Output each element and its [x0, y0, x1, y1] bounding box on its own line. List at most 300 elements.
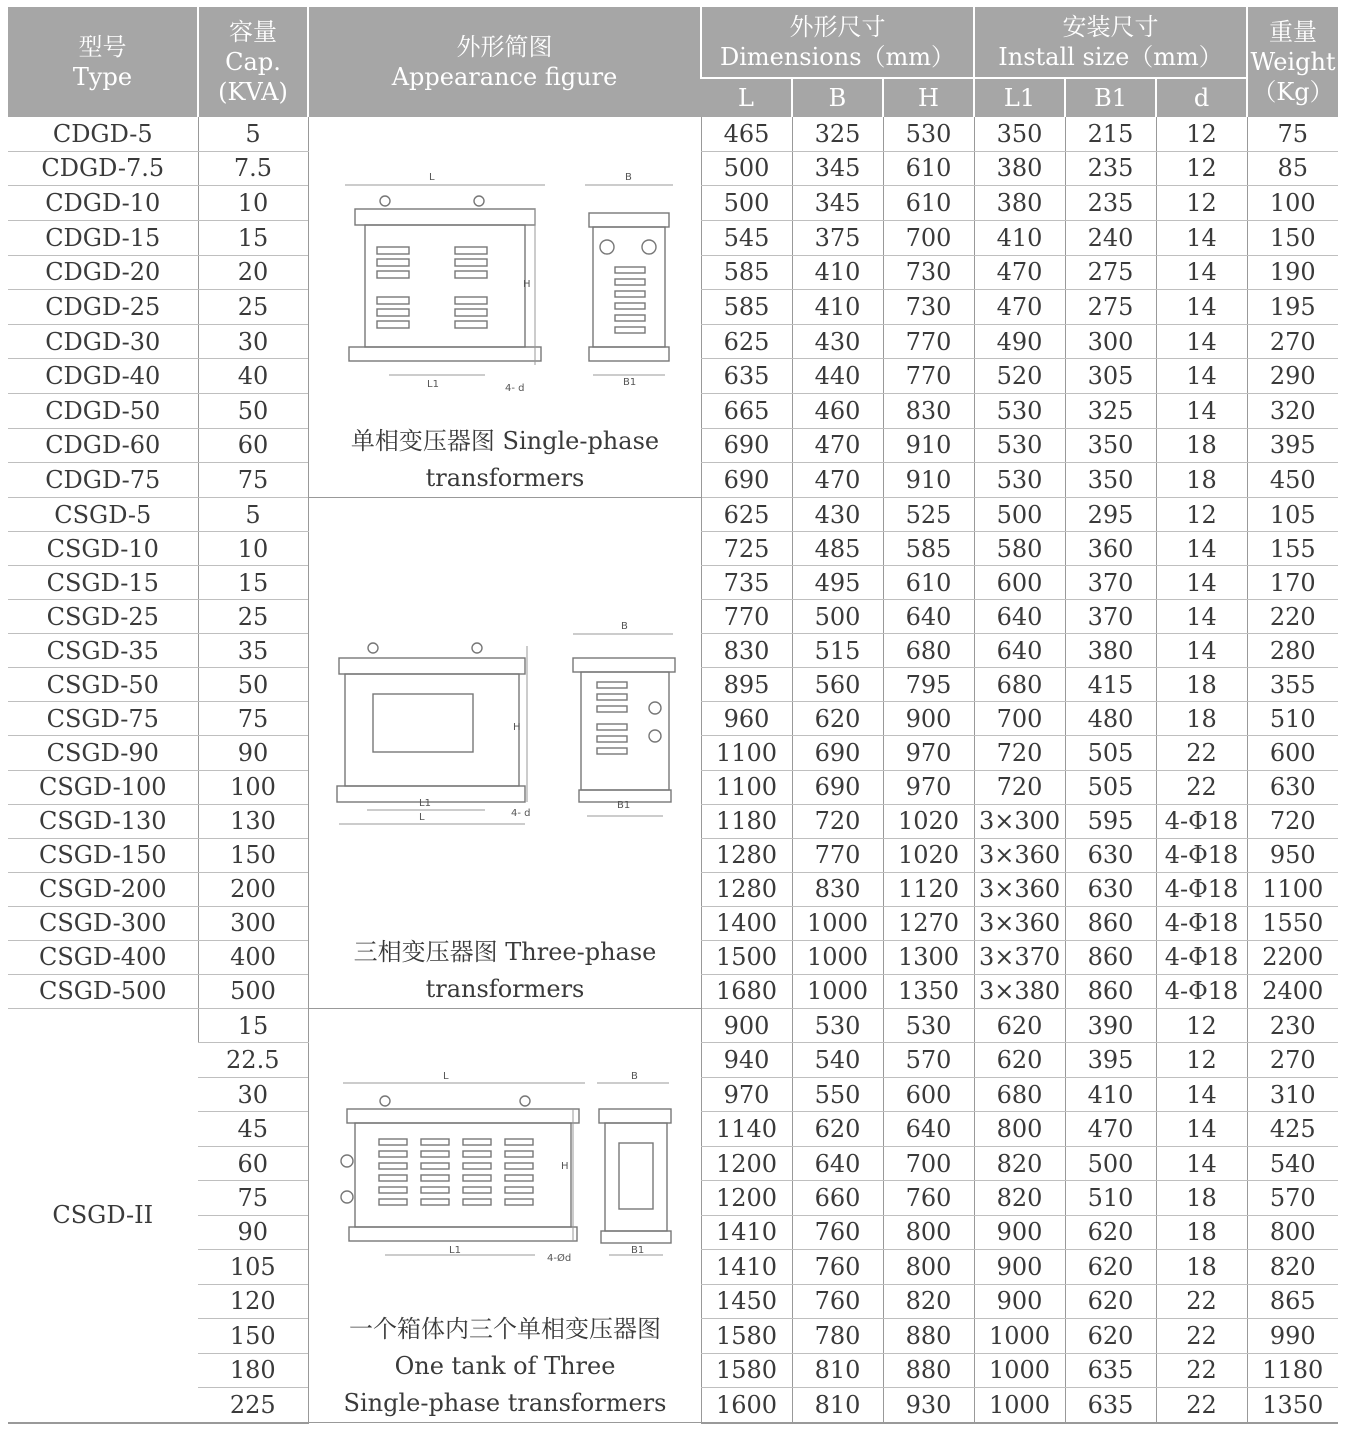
cell-H: 1020: [883, 804, 974, 838]
cell-L: 1450: [701, 1284, 792, 1318]
header-weight: 重量 Weight （Kg）: [1247, 7, 1338, 117]
cell-L: 830: [701, 634, 792, 668]
cell-type: CDGD-40: [8, 359, 198, 394]
cell-L: 1100: [701, 770, 792, 804]
cell-L: 690: [701, 463, 792, 498]
cell-H: 930: [883, 1387, 974, 1422]
cell-H: 800: [883, 1215, 974, 1249]
cell-B: 620: [792, 1112, 883, 1146]
cell-H: 700: [883, 220, 974, 255]
dim-label-L: L: [442, 1071, 449, 1082]
cell-B: 620: [792, 702, 883, 736]
cell-d: 14: [1156, 566, 1247, 600]
cell-L: 465: [701, 117, 792, 151]
cell-H: 880: [883, 1353, 974, 1387]
cell-B: 440: [792, 359, 883, 394]
cell-capacity: 130: [198, 804, 308, 838]
cell-L1: 380: [974, 186, 1065, 221]
cell-weight: 865: [1247, 1284, 1338, 1318]
cell-B1: 635: [1065, 1353, 1156, 1387]
cell-H: 770: [883, 359, 974, 394]
cell-weight: 310: [1247, 1077, 1338, 1111]
cell-L1: 900: [974, 1215, 1065, 1249]
cell-type: CDGD-20: [8, 255, 198, 290]
cell-B1: 360: [1065, 532, 1156, 566]
cell-L: 545: [701, 220, 792, 255]
cell-d: 4-Φ18: [1156, 940, 1247, 974]
cell-H: 760: [883, 1181, 974, 1215]
cell-B: 410: [792, 255, 883, 290]
cell-B1: 620: [1065, 1250, 1156, 1284]
cell-L: 665: [701, 394, 792, 429]
cell-L1: 3×360: [974, 872, 1065, 906]
cell-capacity: 30: [198, 324, 308, 359]
cell-L1: 470: [974, 290, 1065, 325]
cell-B1: 480: [1065, 702, 1156, 736]
cell-type: CSGD-50: [8, 668, 198, 702]
cell-weight: 600: [1247, 736, 1338, 770]
cell-B1: 630: [1065, 872, 1156, 906]
cell-B1: 350: [1065, 428, 1156, 463]
cell-type: CSGD-130: [8, 804, 198, 838]
dim-label-B1: B1: [622, 377, 636, 388]
cell-L: 735: [701, 566, 792, 600]
cell-B: 690: [792, 736, 883, 770]
cell-d: 22: [1156, 1387, 1247, 1422]
cell-B1: 630: [1065, 838, 1156, 872]
cell-H: 730: [883, 255, 974, 290]
transformer-spec-table: [8, 7, 1338, 1424]
cell-B1: 635: [1065, 1387, 1156, 1422]
cell-L1: 680: [974, 1077, 1065, 1111]
cell-capacity: 45: [198, 1112, 308, 1146]
cell-L: 635: [701, 359, 792, 394]
header-col-d: d: [1156, 78, 1247, 117]
cell-d: 14: [1156, 220, 1247, 255]
three-phase-figure: [309, 498, 702, 1008]
cell-d: 4-Φ18: [1156, 974, 1247, 1008]
cell-type: CSGD-200: [8, 872, 198, 906]
single-phase-drawing: [309, 117, 702, 417]
cell-B: 760: [792, 1215, 883, 1249]
cell-capacity: 20: [198, 255, 308, 290]
table-row: [8, 498, 1338, 532]
cell-type: CSGD-90: [8, 736, 198, 770]
cell-weight: 170: [1247, 566, 1338, 600]
cell-d: 14: [1156, 532, 1247, 566]
cell-L1: 700: [974, 702, 1065, 736]
cell-d: 12: [1156, 1043, 1247, 1077]
dim-label-H: H: [522, 279, 531, 290]
cell-H: 970: [883, 736, 974, 770]
cell-B1: 325: [1065, 394, 1156, 429]
cell-capacity: 200: [198, 872, 308, 906]
cell-capacity: 5: [198, 498, 308, 532]
cell-B1: 275: [1065, 290, 1156, 325]
cell-B: 770: [792, 838, 883, 872]
dim-label-B1: B1: [616, 800, 630, 811]
cell-weight: 395: [1247, 428, 1338, 463]
cell-L: 770: [701, 600, 792, 634]
cell-L1: 1000: [974, 1387, 1065, 1422]
cell-d: 22: [1156, 736, 1247, 770]
dim-label-d: 4- d: [510, 808, 530, 819]
cell-B: 560: [792, 668, 883, 702]
cell-capacity: 60: [198, 428, 308, 463]
header-capacity: 容量 Cap. (KVA): [198, 7, 308, 117]
cell-L1: 3×380: [974, 974, 1065, 1008]
header-install-size: 安装尺寸 Install size（mm）: [974, 7, 1247, 78]
cell-B: 690: [792, 770, 883, 804]
cell-weight: 540: [1247, 1146, 1338, 1180]
cell-weight: 800: [1247, 1215, 1338, 1249]
cell-L: 1100: [701, 736, 792, 770]
cell-B: 530: [792, 1009, 883, 1043]
cell-L: 585: [701, 255, 792, 290]
cell-B1: 620: [1065, 1319, 1156, 1353]
cell-capacity: 15: [198, 566, 308, 600]
cell-capacity: 50: [198, 394, 308, 429]
cell-B1: 370: [1065, 566, 1156, 600]
cell-H: 570: [883, 1043, 974, 1077]
cell-B1: 415: [1065, 668, 1156, 702]
cell-H: 530: [883, 1009, 974, 1043]
cell-L: 1280: [701, 838, 792, 872]
cell-type: CSGD-300: [8, 906, 198, 940]
cell-capacity: 7.5: [198, 151, 308, 186]
dim-label-B1: B1: [630, 1245, 644, 1256]
cell-capacity: 60: [198, 1146, 308, 1180]
cell-L1: 350: [974, 117, 1065, 151]
cell-L1: 380: [974, 151, 1065, 186]
cell-weight: 2200: [1247, 940, 1338, 974]
cell-weight: 270: [1247, 324, 1338, 359]
cell-capacity: 90: [198, 1215, 308, 1249]
cell-weight: 425: [1247, 1112, 1338, 1146]
cell-weight: 1350: [1247, 1387, 1338, 1422]
cell-d: 18: [1156, 463, 1247, 498]
cell-weight: 450: [1247, 463, 1338, 498]
cell-B: 470: [792, 428, 883, 463]
cell-capacity: 75: [198, 1181, 308, 1215]
dim-label-B: B: [630, 1071, 638, 1082]
cell-d: 4-Φ18: [1156, 872, 1247, 906]
cell-capacity: 400: [198, 940, 308, 974]
cell-B1: 620: [1065, 1284, 1156, 1318]
cell-type: CSGD-25: [8, 600, 198, 634]
cell-capacity: 75: [198, 463, 308, 498]
cell-d: 14: [1156, 255, 1247, 290]
cell-capacity: 180: [198, 1353, 308, 1387]
cell-L1: 820: [974, 1146, 1065, 1180]
cell-L: 1580: [701, 1353, 792, 1387]
cell-type: CSGD-75: [8, 702, 198, 736]
cell-H: 585: [883, 532, 974, 566]
header-col-L1: L1: [974, 78, 1065, 117]
cell-H: 795: [883, 668, 974, 702]
cell-appearance-figure: [308, 117, 701, 498]
cell-L1: 720: [974, 770, 1065, 804]
cell-type: CDGD-50: [8, 394, 198, 429]
cell-L: 1200: [701, 1146, 792, 1180]
cell-B1: 275: [1065, 255, 1156, 290]
cell-d: 14: [1156, 1077, 1247, 1111]
cell-B: 430: [792, 324, 883, 359]
cell-H: 640: [883, 600, 974, 634]
cell-L: 690: [701, 428, 792, 463]
cell-capacity: 105: [198, 1250, 308, 1284]
cell-capacity: 15: [198, 220, 308, 255]
cell-B: 760: [792, 1250, 883, 1284]
cell-L: 1410: [701, 1215, 792, 1249]
cell-capacity: 500: [198, 974, 308, 1008]
cell-capacity: 90: [198, 736, 308, 770]
cell-d: 12: [1156, 498, 1247, 532]
cell-capacity: 35: [198, 634, 308, 668]
cell-d: 18: [1156, 428, 1247, 463]
cell-capacity: 15: [198, 1009, 308, 1043]
cell-B1: 470: [1065, 1112, 1156, 1146]
header-col-L: L: [701, 78, 792, 117]
single-phase-caption: 单相变压器图 Single-phase transformers: [350, 427, 660, 492]
cell-capacity: 10: [198, 186, 308, 221]
header-col-H: H: [883, 78, 974, 117]
cell-weight: 105: [1247, 498, 1338, 532]
cell-weight: 1180: [1247, 1353, 1338, 1387]
cell-weight: 155: [1247, 532, 1338, 566]
cell-type: CDGD-60: [8, 428, 198, 463]
cell-capacity: 5: [198, 117, 308, 151]
cell-weight: 820: [1247, 1250, 1338, 1284]
dim-label-L: L: [418, 812, 425, 823]
table-row: [8, 1009, 1338, 1043]
cell-weight: 190: [1247, 255, 1338, 290]
cell-weight: 720: [1247, 804, 1338, 838]
cell-H: 1120: [883, 872, 974, 906]
cell-d: 4-Φ18: [1156, 804, 1247, 838]
cell-d: 4-Φ18: [1156, 906, 1247, 940]
cell-B: 760: [792, 1284, 883, 1318]
cell-B: 485: [792, 532, 883, 566]
cell-capacity: 120: [198, 1284, 308, 1318]
cell-type: CDGD-7.5: [8, 151, 198, 186]
cell-L1: 410: [974, 220, 1065, 255]
cell-d: 12: [1156, 151, 1247, 186]
cell-weight: 75: [1247, 117, 1338, 151]
cell-capacity: 100: [198, 770, 308, 804]
cell-weight: 630: [1247, 770, 1338, 804]
cell-L: 1500: [701, 940, 792, 974]
cell-H: 640: [883, 1112, 974, 1146]
cell-B1: 305: [1065, 359, 1156, 394]
cell-H: 530: [883, 117, 974, 151]
cell-B: 460: [792, 394, 883, 429]
cell-capacity: 25: [198, 600, 308, 634]
cell-B: 375: [792, 220, 883, 255]
cell-weight: 85: [1247, 151, 1338, 186]
cell-B1: 390: [1065, 1009, 1156, 1043]
cell-type: CDGD-5: [8, 117, 198, 151]
cell-B1: 500: [1065, 1146, 1156, 1180]
cell-B1: 505: [1065, 770, 1156, 804]
cell-H: 1020: [883, 838, 974, 872]
cell-B1: 860: [1065, 940, 1156, 974]
cell-d: 22: [1156, 1284, 1247, 1318]
single-phase-figure: [309, 117, 702, 497]
cell-type: CSGD-35: [8, 634, 198, 668]
cell-weight: 280: [1247, 634, 1338, 668]
cell-L: 1580: [701, 1319, 792, 1353]
cell-capacity: 75: [198, 702, 308, 736]
cell-L: 1200: [701, 1181, 792, 1215]
cell-type: CDGD-25: [8, 290, 198, 325]
cell-d: 14: [1156, 394, 1247, 429]
cell-weight: 290: [1247, 359, 1338, 394]
cell-H: 525: [883, 498, 974, 532]
cell-B: 720: [792, 804, 883, 838]
dim-label-B: B: [624, 172, 632, 183]
cell-type: CSGD-400: [8, 940, 198, 974]
cell-B1: 235: [1065, 151, 1156, 186]
cell-H: 1300: [883, 940, 974, 974]
cell-L1: 1000: [974, 1353, 1065, 1387]
cell-L: 500: [701, 151, 792, 186]
cell-weight: 195: [1247, 290, 1338, 325]
cell-B: 515: [792, 634, 883, 668]
cell-L1: 800: [974, 1112, 1065, 1146]
cell-d: 14: [1156, 1112, 1247, 1146]
cell-B: 780: [792, 1319, 883, 1353]
cell-L: 940: [701, 1043, 792, 1077]
cell-B: 500: [792, 600, 883, 634]
cell-d: 12: [1156, 117, 1247, 151]
cell-B: 1000: [792, 906, 883, 940]
cell-weight: 510: [1247, 702, 1338, 736]
cell-L1: 3×370: [974, 940, 1065, 974]
cell-B1: 510: [1065, 1181, 1156, 1215]
cell-L1: 640: [974, 634, 1065, 668]
cell-B1: 860: [1065, 906, 1156, 940]
cell-L1: 470: [974, 255, 1065, 290]
cell-d: 4-Φ18: [1156, 838, 1247, 872]
cell-d: 22: [1156, 1353, 1247, 1387]
cell-H: 1350: [883, 974, 974, 1008]
cell-H: 880: [883, 1319, 974, 1353]
cell-L1: 600: [974, 566, 1065, 600]
cell-H: 770: [883, 324, 974, 359]
cell-B: 495: [792, 566, 883, 600]
cell-weight: 1100: [1247, 872, 1338, 906]
cell-H: 700: [883, 1146, 974, 1180]
cell-d: 14: [1156, 324, 1247, 359]
three-phase-caption: 三相变压器图 Three-phase transformers: [353, 938, 657, 1003]
cell-d: 14: [1156, 359, 1247, 394]
cell-B1: 370: [1065, 600, 1156, 634]
cell-L1: 530: [974, 463, 1065, 498]
cell-L1: 530: [974, 394, 1065, 429]
cell-capacity: 150: [198, 1319, 308, 1353]
cell-H: 910: [883, 463, 974, 498]
cell-type: CSGD-150: [8, 838, 198, 872]
tank-figure: [309, 1009, 702, 1422]
cell-d: 14: [1156, 290, 1247, 325]
spec-table-container: [8, 7, 1337, 1424]
cell-H: 730: [883, 290, 974, 325]
cell-d: 18: [1156, 1250, 1247, 1284]
cell-B: 810: [792, 1353, 883, 1387]
cell-L: 1680: [701, 974, 792, 1008]
cell-H: 800: [883, 1250, 974, 1284]
cell-L1: 490: [974, 324, 1065, 359]
cell-H: 830: [883, 394, 974, 429]
cell-capacity: 300: [198, 906, 308, 940]
cell-weight: 990: [1247, 1319, 1338, 1353]
cell-L: 960: [701, 702, 792, 736]
cell-L1: 3×360: [974, 906, 1065, 940]
cell-B1: 410: [1065, 1077, 1156, 1111]
cell-B: 550: [792, 1077, 883, 1111]
cell-type: CSGD-5: [8, 498, 198, 532]
cell-L1: 640: [974, 600, 1065, 634]
cell-B1: 395: [1065, 1043, 1156, 1077]
cell-L1: 820: [974, 1181, 1065, 1215]
cell-L1: 680: [974, 668, 1065, 702]
cell-L: 1180: [701, 804, 792, 838]
cell-weight: 570: [1247, 1181, 1338, 1215]
cell-H: 900: [883, 702, 974, 736]
cell-B: 810: [792, 1387, 883, 1422]
cell-d: 22: [1156, 770, 1247, 804]
dim-label-H: H: [560, 1161, 569, 1172]
cell-capacity: 22.5: [198, 1043, 308, 1077]
cell-L: 725: [701, 532, 792, 566]
cell-B: 1000: [792, 974, 883, 1008]
header-type: 型号 Type: [8, 7, 198, 117]
cell-B1: 240: [1065, 220, 1156, 255]
cell-appearance-figure: [308, 498, 701, 1009]
cell-L: 625: [701, 498, 792, 532]
cell-capacity: 30: [198, 1077, 308, 1111]
cell-weight: 1550: [1247, 906, 1338, 940]
cell-d: 12: [1156, 186, 1247, 221]
dim-label-H: H: [512, 722, 521, 733]
cell-L1: 1000: [974, 1319, 1065, 1353]
cell-type: CDGD-10: [8, 186, 198, 221]
cell-B: 325: [792, 117, 883, 151]
cell-B1: 350: [1065, 463, 1156, 498]
cell-d: 14: [1156, 1146, 1247, 1180]
header-dimensions: 外形尺寸 Dimensions（mm）: [701, 7, 974, 78]
cell-H: 610: [883, 186, 974, 221]
cell-d: 22: [1156, 1319, 1247, 1353]
cell-B: 410: [792, 290, 883, 325]
cell-B1: 505: [1065, 736, 1156, 770]
cell-B1: 380: [1065, 634, 1156, 668]
cell-L1: 530: [974, 428, 1065, 463]
dim-label-d: 4-Ød: [546, 1253, 571, 1264]
cell-L1: 620: [974, 1009, 1065, 1043]
cell-B: 345: [792, 186, 883, 221]
cell-capacity: 25: [198, 290, 308, 325]
cell-weight: 950: [1247, 838, 1338, 872]
cell-weight: 2400: [1247, 974, 1338, 1008]
cell-L: 895: [701, 668, 792, 702]
header-appearance-figure: 外形简图 Appearance figure: [308, 7, 701, 117]
cell-H: 910: [883, 428, 974, 463]
dim-label-L1: L1: [418, 798, 431, 809]
cell-L: 625: [701, 324, 792, 359]
cell-capacity: 40: [198, 359, 308, 394]
